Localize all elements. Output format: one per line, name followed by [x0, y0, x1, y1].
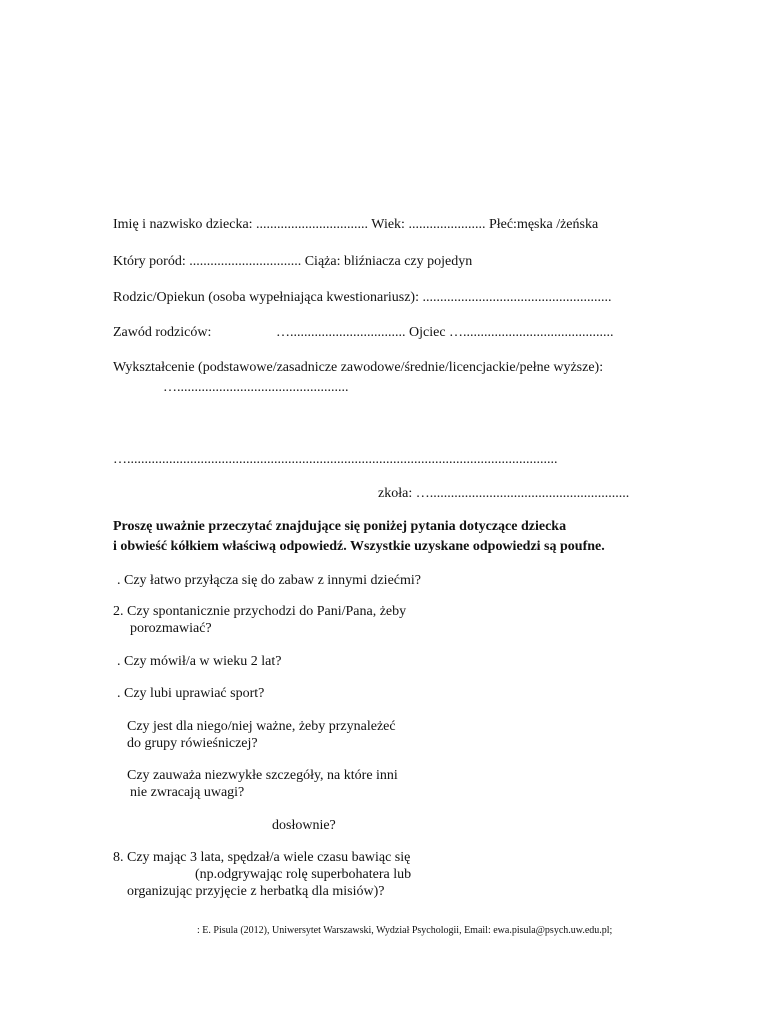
question-3: . Czy mówił/a w wieku 2 lat?	[117, 654, 282, 669]
question-2-line-1: 2. Czy spontanicznie przychodzi do Pani/Pana, żeby	[113, 604, 407, 619]
question-7: dosłownie?	[272, 818, 336, 833]
education-field: Wykształcenie (podstawowe/zasadnicze zawodowe/średnie/licencjackie/pełne wyższe):	[113, 360, 604, 375]
question-1: . Czy łatwo przyłącza się do zabaw z innymi dziećmi?	[117, 573, 421, 588]
school-field: zkoła: ….........................................................	[378, 486, 630, 501]
instructions-line-1: Proszę uważnie przeczytać znajdujące się poniżej pytania dotyczące dziecka	[113, 519, 567, 534]
child-name-field: Imię i nazwisko dziecka: ................................ Wiek: ...................... Płeć:męska /żeńska	[113, 217, 599, 232]
question-8-line-2: (np.odgrywając rolę superbohatera lub	[195, 867, 412, 882]
question-8-line-3: organizując przyjęcie z herbatką dla misiów)?	[127, 884, 385, 899]
parent-field: Rodzic/Opiekun (osoba wypełniająca kwestionariusz): ......................................................	[113, 290, 612, 305]
parents-occupation-values: …................................. Ojciec …...........................................	[276, 325, 614, 340]
question-8-line-1: 8. Czy mając 3 lata, spędzał/a wiele czasu bawiąc się	[113, 850, 411, 865]
question-5-line-1: Czy jest dla niego/niej ważne, żeby przynależeć	[127, 719, 396, 734]
birth-order-field: Który poród: ................................ Ciąża: bliźniacza czy pojedyn	[113, 254, 473, 269]
question-6-line-2: nie zwracają uwagi?	[130, 785, 245, 800]
instructions-line-2: i obwieść kółkiem właściwą odpowiedź. Wszystkie uzyskane odpowiedzi są poufne.	[113, 539, 605, 554]
question-6-line-1: Czy zauważa niezwykłe szczegóły, na które inni	[127, 768, 398, 783]
education-line: ….................................................	[163, 380, 349, 395]
question-2-line-2: porozmawiać?	[130, 621, 212, 636]
question-4: . Czy lubi uprawiać sport?	[117, 686, 265, 701]
footer-citation: : E. Pisula (2012), Uniwersytet Warszawski, Wydział Psychologii, Email: ewa.pisula@psych.uw.edu.pl;	[197, 925, 613, 936]
question-5-line-2: do grupy rówieśniczej?	[127, 736, 258, 751]
parents-occupation-label: Zawód rodziców:	[113, 325, 212, 340]
blank-line: …...........................................................................................................................	[113, 452, 558, 467]
